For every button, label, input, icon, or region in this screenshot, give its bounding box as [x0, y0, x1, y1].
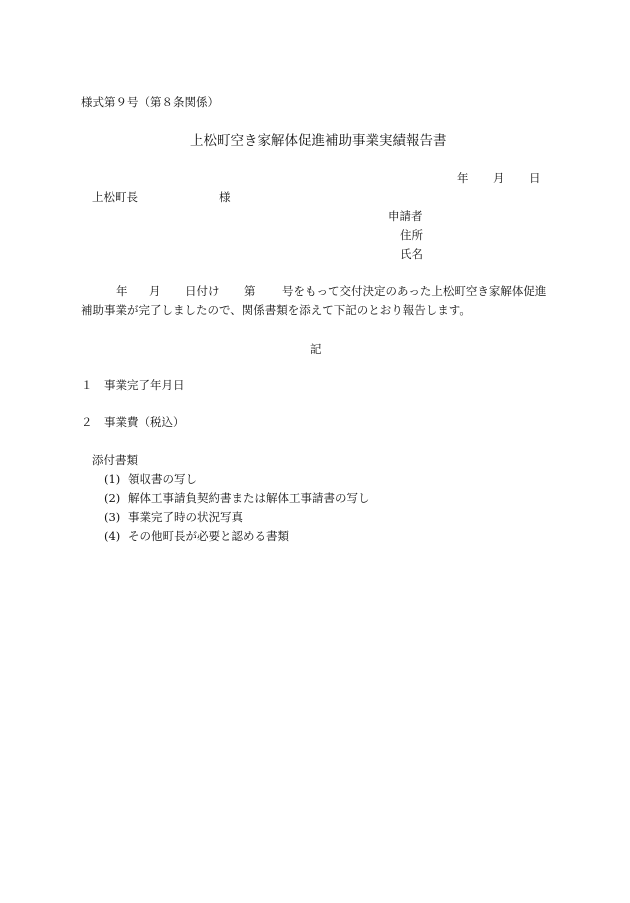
date-year-label: 年 — [457, 171, 469, 185]
document-title: 上松町空き家解体促進補助事業実績報告書 — [190, 133, 447, 149]
body-dai-label: 第 — [244, 284, 256, 298]
attachment-text-3: 事業完了時の状況写真 — [128, 510, 243, 524]
item-number-2: ２ — [81, 415, 93, 429]
addressee-name: 上松町長 — [92, 190, 138, 204]
item-text-1: 事業完了年月日 — [104, 378, 185, 392]
body-date-suffix: 日付け — [185, 284, 220, 298]
attachment-text-4: その他町長が必要と認める書類 — [128, 529, 289, 543]
applicant-label: 申請者 — [388, 209, 423, 223]
addressee-honorific: 様 — [219, 190, 231, 204]
attachment-number-1: (1) — [104, 472, 121, 486]
attachments-heading: 添付書類 — [92, 453, 138, 467]
attachment-text-2: 解体工事請負契約書または解体工事請書の写し — [128, 491, 370, 505]
item-text-2: 事業費（税込） — [104, 415, 185, 429]
item-number-1: １ — [81, 378, 93, 392]
body-line2: 補助事業が完了しましたので、関係書類を添えて下記のとおり報告します。 — [81, 303, 471, 317]
date-day-label: 日 — [529, 171, 541, 185]
attachment-number-4: (4) — [104, 529, 121, 543]
date-month-label: 月 — [493, 171, 505, 185]
body-year-label: 年 — [116, 284, 128, 298]
applicant-address-label: 住所 — [400, 228, 423, 242]
attachment-number-3: (3) — [104, 510, 121, 524]
form-number: 様式第９号（第８条関係） — [81, 95, 219, 109]
attachment-number-2: (2) — [104, 491, 121, 505]
applicant-name-label: 氏名 — [400, 247, 423, 261]
body-month-label: 月 — [149, 284, 161, 298]
attachment-text-1: 領収書の写し — [128, 472, 197, 486]
ki-heading: 記 — [310, 342, 322, 356]
body-line1-rest: 号をもって交付決定のあった上松町空き家解体促進 — [282, 284, 547, 298]
